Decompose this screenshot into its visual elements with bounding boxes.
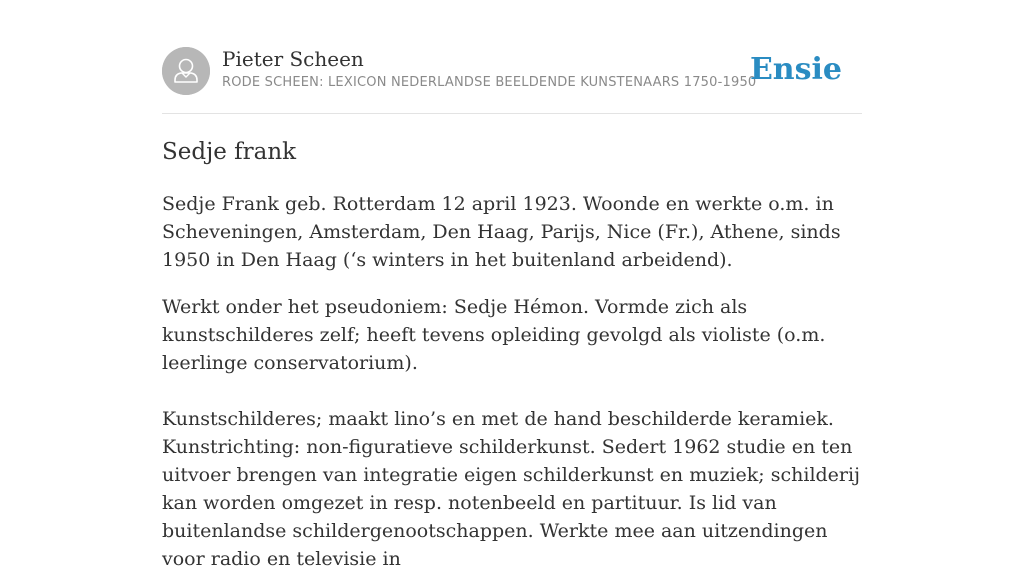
- author-avatar[interactable]: [162, 47, 210, 95]
- article-title: Sedje frank: [162, 139, 297, 165]
- ensie-logo[interactable]: Ensie: [749, 52, 842, 87]
- author-name[interactable]: Pieter Scheen: [222, 47, 364, 71]
- page: [162, 0, 862, 570]
- article-body: [162, 190, 862, 573]
- source-label[interactable]: RODE SCHEEN: LEXICON NEDERLANDSE BEELDENDE KUNSTENAARS 1750-1950: [222, 75, 757, 90]
- article-paragraph: Sedje Frank geb. Rotterdam 12 april 1923. Woonde en werkte o.m. in Scheveningen, Amsterdam, Den Haag, Parijs, Nice (Fr.), Athene, sinds 1950 in Den Haag (‘s winters in het buitenland arbeidend).: [162, 193, 841, 271]
- user-avatar-icon: [162, 47, 210, 95]
- article-paragraph: Werkt onder het pseudoniem: Sedje Hémon. Vormde zich als kunstschilderes zelf; heeft tevens opleiding gevolgd als violiste (o.m. leerlinge conservatorium). Kunstschilderes; maakt lino’s en met de hand beschilderde keramiek. Kunstrichting: non-figuratieve schilderkunst. Sedert 1962 studie en ten uitvoer brengen van integratie eigen schilderkunst en muziek; schilderij kan worden omgezet in resp. notenbeeld en partituur. Is lid van buitenlandse schildergenootschappen. Werkte mee aan uitzendingen voor radio en televisie in: [162, 296, 860, 570]
- article-header: [162, 47, 862, 97]
- header-divider: [162, 113, 862, 114]
